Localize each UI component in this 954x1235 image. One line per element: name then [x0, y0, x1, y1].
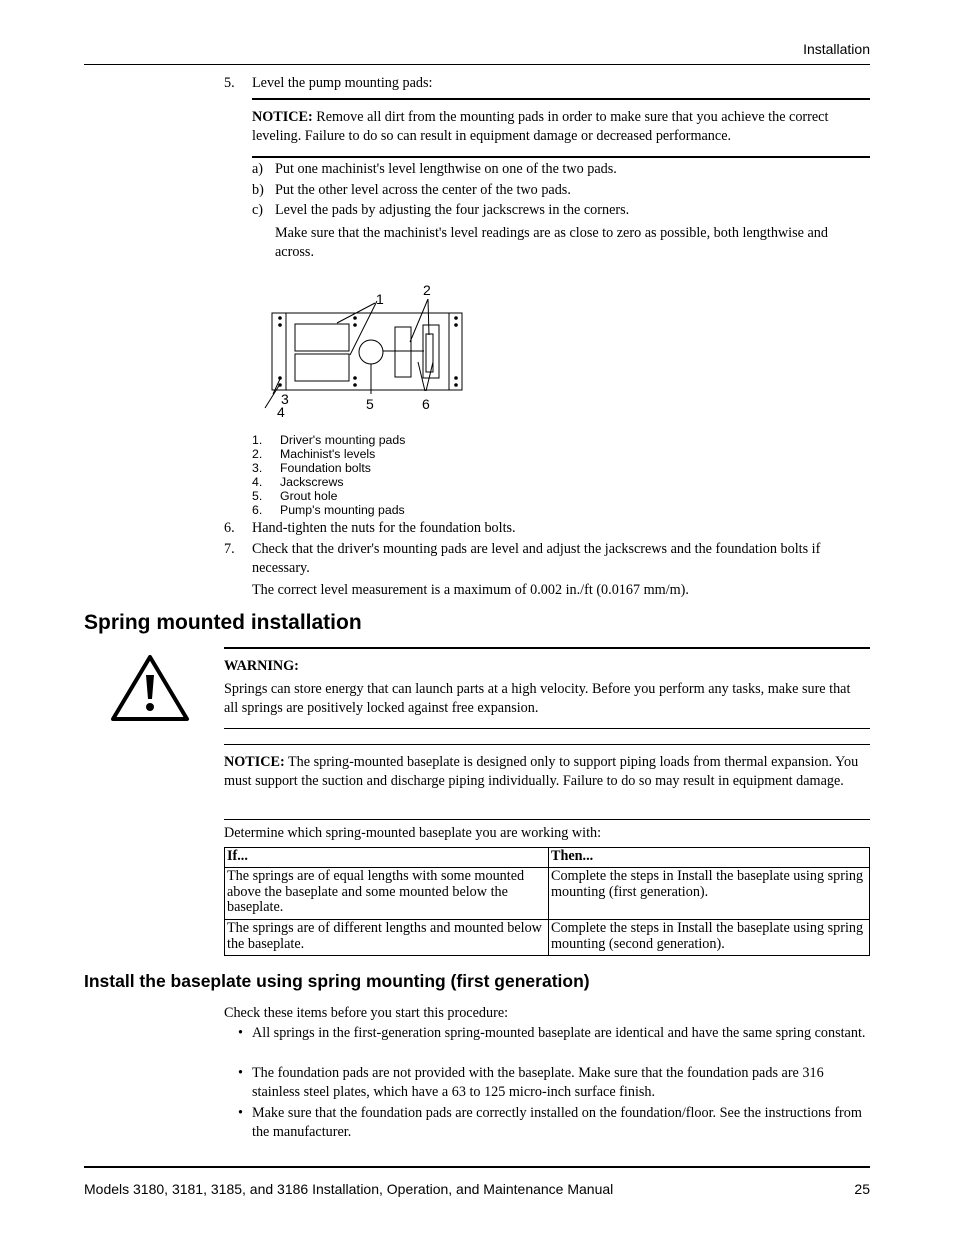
footer-rule: [84, 1166, 870, 1168]
bullet-marker: •: [238, 1025, 243, 1041]
step-number: 6.: [224, 520, 235, 536]
procedure-intro: Check these items before you start this procedure:: [224, 1005, 509, 1021]
step-text: Hand-tighten the nuts for the foundation bolts.: [252, 520, 516, 536]
callout-4: 4: [277, 404, 285, 420]
legend-item: 5. Grout hole: [252, 489, 338, 503]
driver-mounting-pad-bottom: [295, 354, 349, 381]
table-row: [225, 920, 870, 956]
callout-1: 1: [376, 291, 384, 307]
foundation-bolt: [454, 323, 458, 327]
step-text: Check that the driver's mounting pads are level and adjust the jackscrews and the foundation bolts if necessary.: [252, 541, 821, 576]
foundation-bolt: [454, 383, 458, 387]
section-heading: Spring mounted installation: [84, 611, 362, 634]
notice-rule-top: [252, 98, 870, 100]
leader-6b: [426, 362, 433, 391]
driver-mounting-pad-top: [295, 324, 349, 351]
notice-text: Remove all dirt from the mounting pads in order to make sure that you achieve the correct leveling. Failure to do so can result in equipment damage or decreased performance.: [252, 109, 829, 144]
callout-2: 2: [423, 282, 431, 298]
leader-6a: [418, 362, 425, 391]
table-cell: Complete the steps in Install the baseplate using spring mounting (first generation).: [549, 868, 870, 920]
foundation-bolt: [454, 316, 458, 320]
notice2-rule-bottom: [224, 819, 870, 820]
bullet-text: Make sure that the foundation pads are correctly installed on the foundation/floor. See the instructions from the manufacturer.: [252, 1105, 862, 1140]
table-header-cell: If...: [225, 848, 549, 868]
warning-rule-top: [224, 647, 870, 649]
foundation-bolt: [278, 323, 282, 327]
step-number: 5.: [224, 75, 235, 91]
warning-icon: [110, 653, 190, 723]
substep-letter: c): [252, 202, 264, 218]
bullet-marker: •: [238, 1105, 243, 1121]
table-header-row: [225, 848, 870, 868]
foundation-bolt: [353, 323, 357, 327]
step-number: 7.: [224, 541, 235, 557]
foundation-bolt: [278, 376, 282, 380]
bullet-marker: •: [238, 1065, 243, 1081]
legend-item: 3. Foundation bolts: [252, 461, 371, 475]
bullet-text: The foundation pads are not provided with the baseplate. Make sure that the foundation pads are 316 stainless steel plates, which have a 63 to 125 micro-inch surface finish.: [252, 1065, 824, 1100]
bullet-text: All springs in the first-generation spring-mounted baseplate are identical and have the same spring constant.: [252, 1025, 866, 1041]
substep-text: Level the pads by adjusting the four jackscrews in the corners.: [275, 202, 630, 218]
table-cell: The springs are of different lengths and mounted below the baseplate.: [225, 920, 549, 956]
page-number: 25: [854, 1181, 870, 1197]
legend-item: 2. Machinist's levels: [252, 447, 376, 461]
leader-2b: [410, 299, 428, 342]
notice2-text: The spring-mounted baseplate is designed only to support piping loads from thermal expansion. You must support the suction and discharge piping individually. Failure to do so may result in equipment damage.: [224, 754, 859, 789]
pump-mounting-pad-left: [395, 327, 411, 377]
foundation-bolt: [278, 316, 282, 320]
notice2-block: [224, 753, 864, 791]
table-header-cell: Then...: [549, 848, 870, 868]
substep-text: Put the other level across the center of the two pads.: [275, 182, 571, 198]
table-cell: The springs are of equal lengths with some mounted above the baseplate and some mounted below the baseplate.: [225, 868, 549, 920]
callout-5: 5: [366, 396, 374, 412]
legend-item: 6. Pump's mounting pads: [252, 503, 405, 517]
legend-item: 1. Driver's mounting pads: [252, 433, 406, 447]
leader-2a: [428, 299, 429, 335]
warning-label: WARNING:: [224, 658, 299, 674]
footer-manual-title: Models 3180, 3181, 3185, and 3186 Installation, Operation, and Maintenance Manual: [84, 1181, 614, 1197]
baseplate-diagram: [258, 278, 478, 420]
header-rule: [84, 64, 870, 65]
warning-rule-bottom: [224, 728, 870, 729]
substep-letter: a): [252, 161, 264, 177]
if-then-table: [224, 847, 870, 956]
notice-rule-bottom: [252, 156, 870, 158]
foundation-bolt: [278, 383, 282, 387]
substep-letter: b): [252, 182, 264, 198]
foundation-bolt: [454, 376, 458, 380]
table-intro: Determine which spring-mounted baseplate you are working with:: [224, 825, 602, 841]
warning-text: Springs can store energy that can launch parts at a high velocity. Before you perform any tasks, make sure that all springs are positively locked against free expansion.: [224, 681, 851, 716]
step-note: The correct level measurement is a maximum of 0.002 in./ft (0.0167 mm/m).: [252, 582, 689, 598]
substep-note: Make sure that the machinist's level readings are as close to zero as possible, both lengthwise and across.: [275, 225, 828, 260]
foundation-bolt: [353, 376, 357, 380]
foundation-bolt: [353, 383, 357, 387]
foundation-bolt: [353, 316, 357, 320]
callout-3: 3: [281, 391, 289, 407]
notice2-rule-top: [224, 744, 870, 745]
table-row: [225, 868, 870, 920]
grout-hole: [359, 340, 383, 364]
running-header: Installation: [803, 41, 870, 57]
notice-label: NOTICE:: [252, 109, 313, 125]
substep-text: Put one machinist's level lengthwise on one of the two pads.: [275, 161, 617, 177]
legend-item: 4. Jackscrews: [252, 475, 344, 489]
callout-6: 6: [422, 396, 430, 412]
subsection-heading: Install the baseplate using spring mounting (first generation): [84, 971, 590, 991]
table-cell: Complete the steps in Install the baseplate using spring mounting (second generation).: [549, 920, 870, 956]
notice2-label: NOTICE:: [224, 754, 285, 770]
notice-block: [252, 108, 864, 146]
step-text: Level the pump mounting pads:: [252, 75, 433, 91]
